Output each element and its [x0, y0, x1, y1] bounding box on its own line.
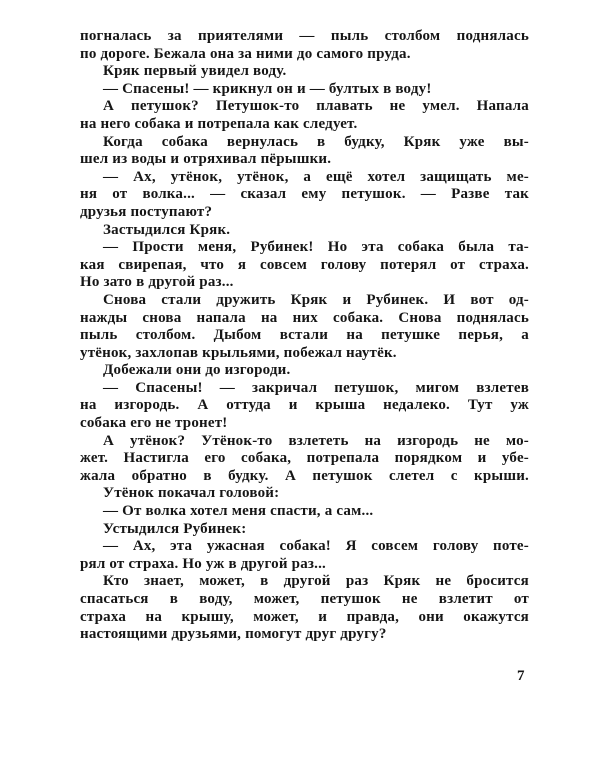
- text-line: собака его не тронет!: [80, 415, 228, 432]
- text-line: жала обратно в будку. А петушок слетел с крыши.: [80, 467, 529, 484]
- text-line: — Спасены! — закричал петушок, мигом взлетев: [103, 379, 529, 396]
- text-line: по дороге. Бежала она за ними до самого пруда.: [80, 45, 411, 62]
- text-line: — Прости меня, Рубинек! Но эта собака была та-: [103, 239, 529, 256]
- text-line: жет. Настигла его собака, потрепала порядком и убе-: [80, 450, 529, 467]
- text-line: Кряк первый увидел воду.: [103, 63, 287, 80]
- text-line: кая свирепая, что я совсем голову потерял от страха.: [80, 256, 529, 273]
- text-line: друзья поступают?: [80, 203, 213, 220]
- text-line: Застыдился Кряк.: [103, 221, 231, 238]
- text-line: Снова стали дружить Кряк и Рубинек. И вот од-: [103, 291, 529, 308]
- text-line: Кто знает, может, в другой раз Кряк не бросится: [103, 573, 529, 590]
- text-line: А утёнок? Утёнок-то взлететь на изгородь не мо-: [103, 432, 529, 449]
- text-line: — Ах, эта ужасная собака! Я совсем голову поте-: [103, 538, 529, 555]
- text-line: Когда собака вернулась в будку, Кряк уже вы-: [103, 133, 529, 150]
- text-line: на изгородь. А оттуда и крыша недалеко. Тут уж: [80, 397, 529, 414]
- body-text: [80, 28, 529, 644]
- page-number: 7: [517, 668, 525, 684]
- text-line: Но зато в другой раз...: [80, 274, 234, 291]
- text-line: погналась за приятелями — пыль столбом поднялась: [80, 28, 529, 44]
- text-line: на него собака и потрепала как следует.: [80, 115, 358, 132]
- text-line: ня от волка... — сказал ему петушок. — Разве так: [80, 186, 529, 203]
- text-line: рял от страха. Но уж в другой раз...: [80, 555, 326, 572]
- text-line: Утёнок покачал головой:: [103, 485, 280, 502]
- text-line: — Спасены! — крикнул он и — бултых в воду!: [103, 80, 432, 97]
- text-line: утёнок, захлопав крыльями, побежал наутёк.: [80, 344, 397, 361]
- text-line: — От волка хотел меня спасти, а сам...: [103, 503, 374, 520]
- text-line: спасаться в воду, может, петушок не взлетит от: [80, 591, 529, 607]
- text-line: А петушок? Петушок-то плавать не умел. Напала: [103, 98, 529, 115]
- text-line: Устыдился Рубинек:: [103, 520, 247, 537]
- text-line: пыль столбом. Дыбом встали на петушке перья, а: [80, 327, 529, 344]
- text-line: нажды снова напала на них собака. Снова поднялась: [80, 309, 529, 326]
- text-line: шел из воды и отряхивал пёрышки.: [80, 151, 332, 168]
- text-line: Добежали они до изгороди.: [103, 362, 291, 379]
- text-line: настоящими друзьями, помогут друг другу?: [80, 626, 387, 643]
- text-line: страха на крышу, может, и правда, они окажутся: [80, 608, 529, 625]
- text-line: — Ах, утёнок, утёнок, а ещё хотел защищать ме-: [103, 168, 529, 185]
